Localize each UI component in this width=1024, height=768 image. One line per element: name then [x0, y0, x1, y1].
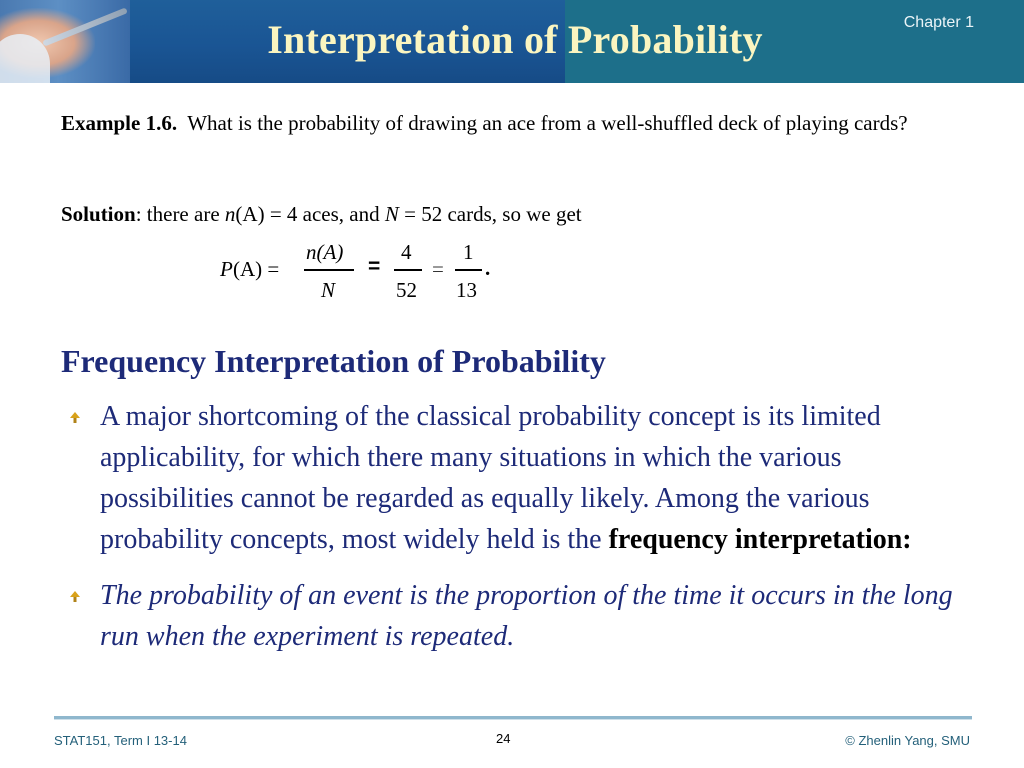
- formula-frac2-numerator: 4: [401, 240, 412, 264]
- solution-text-1: : there are: [135, 202, 225, 226]
- bullet1-text: A major shortcoming of the classical probability concept is its limited applicability, for which there many situations in which the various possibilities cannot be regarded as equally likely. Among the various probability concepts, most widely held is the: [100, 401, 881, 555]
- page-number: 24: [496, 731, 511, 746]
- bullet1-bold-term: frequency interpretation:: [608, 524, 912, 555]
- solution-N-symbol: N: [384, 202, 399, 226]
- example-label: Example 1.6.: [61, 111, 178, 135]
- example-paragraph: [61, 103, 976, 144]
- formula-P: P: [220, 257, 233, 281]
- solution-text-3: = 52 cards, so we get: [398, 202, 582, 226]
- formula-period: .: [485, 256, 491, 280]
- formula-lhs-A: (A) =: [233, 257, 280, 281]
- bullet-arrow-icon: [68, 589, 82, 603]
- formula-equals-1: =: [368, 255, 381, 278]
- bullet2-text: The probability of an event is the proportion of the time it occurs in the long run when the experiment is repeated.: [100, 580, 953, 652]
- slide-title: Interpretation of Probability: [267, 17, 763, 62]
- slide-header: [0, 0, 1024, 83]
- formula-frac1-denominator: N: [321, 278, 336, 302]
- section-heading: Frequency Interpretation of Probability: [61, 343, 606, 379]
- solution-n-symbol: n: [224, 202, 236, 226]
- solution-paragraph: [61, 198, 961, 230]
- bullet-list: [60, 396, 970, 657]
- bullet-item-definition: [60, 575, 970, 657]
- formula-frac3-denominator: 13: [456, 278, 477, 302]
- footer-divider: [54, 716, 972, 720]
- formula-equals-2: =: [432, 257, 444, 281]
- footer-course: STAT151, Term I 13-14: [54, 733, 187, 748]
- solution-nA-paren: (A): [235, 202, 265, 226]
- hand-with-pen-photo: [0, 0, 130, 83]
- footer-copyright: © Zhenlin Yang, SMU: [845, 733, 970, 748]
- formula-frac3-numerator: 1: [463, 240, 474, 264]
- bullet-arrow-icon: [68, 410, 82, 424]
- formula-frac1-numerator: n(A): [306, 240, 344, 264]
- probability-formula: [220, 240, 520, 306]
- formula-frac2-denominator: 52: [396, 278, 417, 302]
- formula-frac2-line: [394, 269, 422, 271]
- example-text: What is the probability of drawing an ace from a well-shuffled deck of playing cards?: [187, 111, 908, 135]
- chapter-label: Chapter 1: [903, 14, 974, 31]
- solution-text-2: = 4 aces, and: [264, 202, 385, 226]
- bullet-item-shortcoming: [60, 396, 970, 560]
- formula-frac3-line: [455, 269, 482, 271]
- solution-label: Solution: [61, 202, 136, 226]
- formula-frac1-line: [304, 269, 354, 271]
